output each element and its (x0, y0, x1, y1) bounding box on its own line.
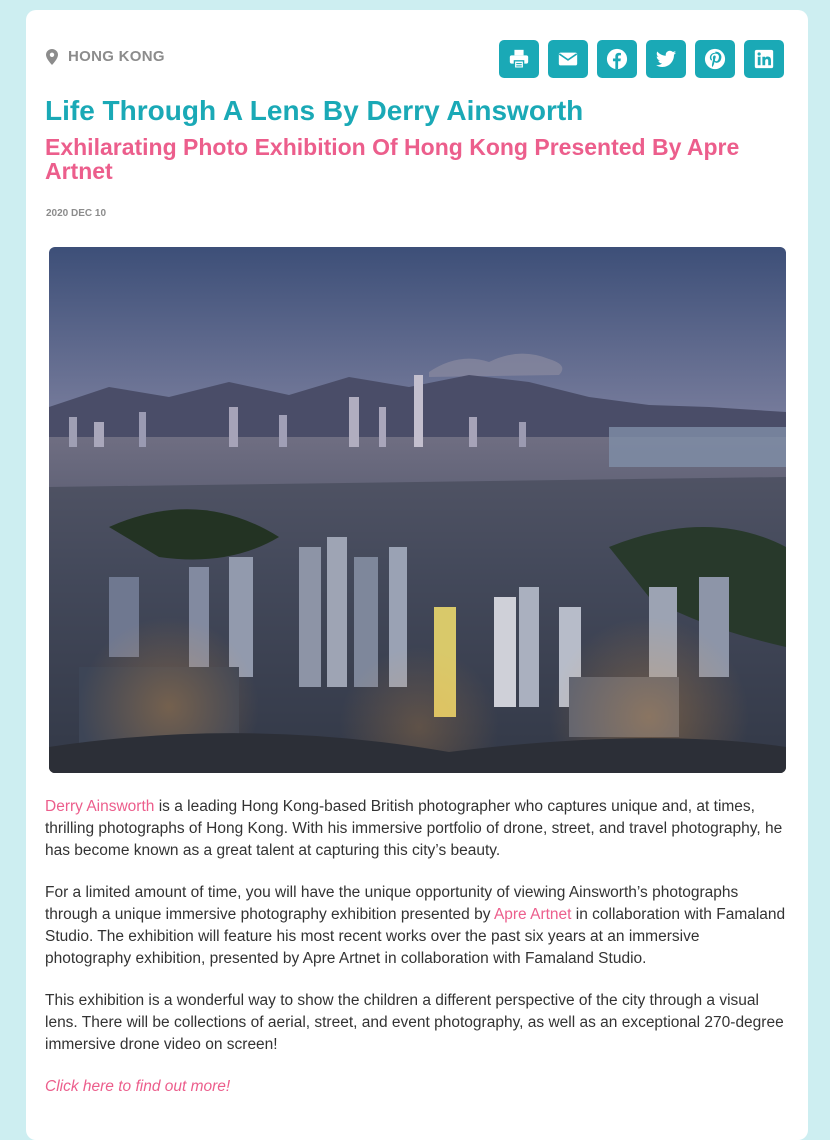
article-header-bar (46, 40, 784, 78)
map-pin-icon (46, 49, 58, 65)
find-out-more-link[interactable]: Click here to find out more! (45, 1078, 231, 1095)
paragraph-intro-text: is a leading Hong Kong-based British photographer who captures unique and, at times, thrilling photographs of Hong Kong. With his immersive portfolio of drone, street, and travel photography, he has become known as a great talent at capturing this city’s beauty. (45, 798, 783, 859)
linkedin-icon (753, 48, 775, 70)
paragraph-intro (45, 796, 787, 862)
twitter-icon (655, 48, 677, 70)
location-label: HONG KONG (68, 48, 165, 65)
location-tag (46, 48, 165, 65)
paragraph-exhibition (45, 882, 787, 970)
email-button[interactable] (548, 40, 588, 78)
article-subtitle: Exhilarating Photo Exhibition Of Hong Kong Presented By Apre Artnet (45, 134, 740, 184)
find-out-more-paragraph (45, 1076, 787, 1098)
hong-kong-skyline-photo (49, 247, 786, 773)
paragraph-children: This exhibition is a wonderful way to show the children a different perspective of the city through a visual lens. There will be collections of aerial, street, and event photography, as well as an exceptional 270-degree immersive drone video on screen! (45, 992, 784, 1053)
article-title: Life Through A Lens By Derry Ainsworth (45, 95, 584, 126)
twitter-share-button[interactable] (646, 40, 686, 78)
article-body (45, 796, 787, 1118)
print-icon (508, 48, 530, 70)
pinterest-icon (704, 48, 726, 70)
facebook-icon (606, 48, 628, 70)
print-button[interactable] (499, 40, 539, 78)
facebook-share-button[interactable] (597, 40, 637, 78)
photographer-link[interactable]: Derry Ainsworth (45, 798, 155, 815)
paragraph-exhibition-text-before: For a limited amount of time, you will have the unique opportunity of viewing Ainsworth’s photographs through a unique immersive photography exhibition presented by (45, 884, 739, 923)
email-icon (557, 48, 579, 70)
linkedin-share-button[interactable] (744, 40, 784, 78)
article-card (26, 10, 808, 1140)
pinterest-share-button[interactable] (695, 40, 735, 78)
publish-date: 2020 DEC 10 (46, 208, 107, 219)
apre-artnet-link[interactable]: Apre Artnet (493, 906, 572, 923)
share-toolbar (499, 40, 784, 78)
hero-image (49, 247, 786, 773)
paragraph-exhibition-text-after: in collaboration with Famaland Studio. The exhibition will feature his most recent works over the past six years at an immersive photography exhibition, presented by Apre Artnet in collaboration with Famaland Studio. (45, 906, 786, 967)
